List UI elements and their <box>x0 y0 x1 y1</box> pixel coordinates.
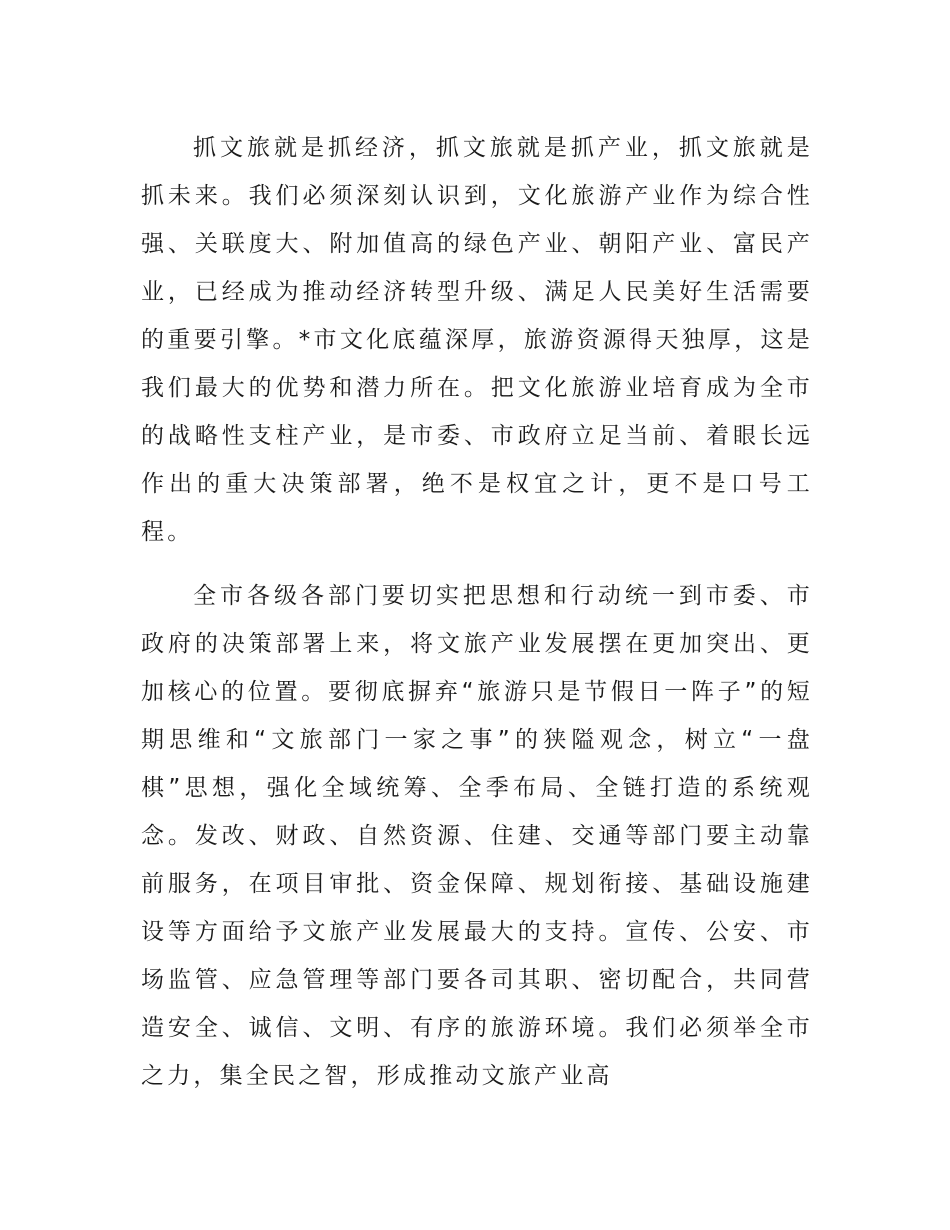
document-page <box>141 124 813 1100</box>
paragraph-2: 全市各级各部门要切实把思想和行动统一到市委、市政府的决策部署上来，将文旅产业发展摆在更加突出、更加核心的位置。要彻底摒弃“旅游只是节假日一阵子”的短期思维和“文旅部门一家之事”的狭隘观念，树立“一盘棋”思想，强化全域统筹、全季布局、全链打造的系统观念。发改、财政、自然资源、住建、交通等部门要主动靠前服务，在项目审批、资金保障、规划衔接、基础设施建设等方面给予文旅产业发展最大的支持。宣传、公安、市场监管、应急管理等部门要各司其职、密切配合，共同营造安全、诚信、文明、有序的旅游环境。我们必须举全市之力，集全民之智，形成推动文旅产业高 <box>141 583 813 1089</box>
paragraph-1: 抓文旅就是抓经济，抓文旅就是抓产业，抓文旅就是抓未来。我们必须深刻认识到，文化旅游产业作为综合性强、关联度大、附加值高的绿色产业、朝阳产业、富民产业，已经成为推动经济转型升级、满足人民美好生活需要的重要引擎。*市文化底蕴深厚，旅游资源得天独厚，这是我们最大的优势和潜力所在。把文化旅游业培育成为全市的战略性支柱产业，是市委、市政府立足当前、着眼长远作出的重大决策部署，绝不是权宜之计，更不是口号工程。 <box>141 135 813 545</box>
